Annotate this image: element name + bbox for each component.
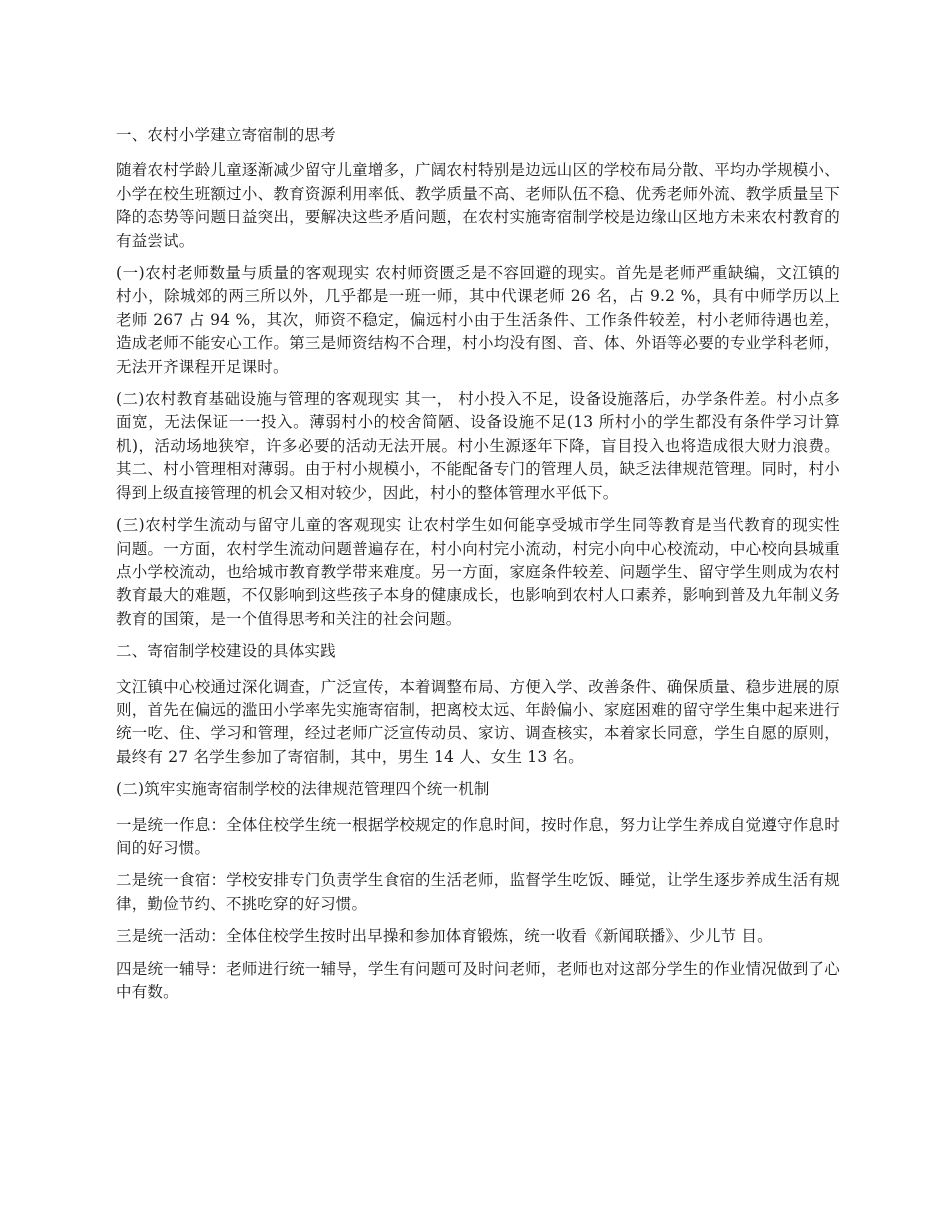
subsection-heading: (二)筑牢实施寄宿制学校的法律规范管理四个统一机制 xyxy=(116,780,490,799)
paragraph-2: (一)农村老师数量与质量的客观现实 农村师资匮乏是不容回避的现实。首先是老师严重缺编，文江镇的村小，除城郊的两三所以外，几乎都是一班一师，其中代课老师 26 名，占 9.2 %，具有中师学历以上老师 267 占 94 %，其次，师资不稳定，偏远村小由于生活条件、工作条件较差，村小老师待遇也差，造成老师不能安心工作。第三是师资结构不合理，村小均没有图、音、体、外语等必要的专业学科老师，无法开齐课程开足课时。 xyxy=(116,264,840,376)
paragraph-8: 三是统一活动：全体住校学生按时出早操和参加体育锻炼，统一收看《新闻联播》、少儿节 目。 xyxy=(116,927,773,946)
section-heading-2: 二、寄宿制学校建设的具体实践 xyxy=(116,642,336,661)
paragraph-4: (三)农村学生流动与留守儿童的客观现实 让农村学生如何能享受城市学生同等教育是当代教育的现实性问题。一方面，农村学生流动问题普遍存在，村小向村完小流动，村完小向中心校流动，中心校向县城重点小学校流动，也给城市教育教学带来难度。另一方面，家庭条件较差、问题学生、留守学生则成为农村教育最大的难题，不仅影响到这些孩子本身的健康成长，也影响到农村人口素养，影响到普及九年制义务教育的国策，是一个值得思考和关注的社会问题。 xyxy=(116,516,840,628)
paragraph-5: 文江镇中心校通过深化调查，广泛宣传，本着调整布局、方便入学、改善条件、确保质量、稳步进展的原则，首先在偏远的滥田小学率先实施寄宿制，把离校太远、年龄偏小、家庭困难的留守学生集中起来进行统一吃、住、学习和管理，经过老师广泛宣传动员、家访、调查核实，本着家长同意，学生自愿的原则，最终有 27 名学生参加了寄宿制，其中，男生 14 人、女生 13 名。 xyxy=(116,677,840,766)
document-body xyxy=(116,124,840,1013)
paragraph-7: 二是统一食宿：学校安排专门负责学生食宿的生活老师，监督学生吃饭、睡觉，让学生逐步养成生活有规律，勤俭节约、不挑吃穿的好习惯。 xyxy=(116,871,840,913)
paragraph-9: 四是统一辅导：老师进行统一辅导，学生有问题可及时问老师，老师也对这部分学生的作业情况做到了心中有数。 xyxy=(116,959,840,1001)
paragraph-3: (二)农村教育基础设施与管理的客观现实 其一， 村小投入不足，设备设施落后，办学条件差。村小点多面宽，无法保证一一投入。薄弱村小的校舍简陋、设备设施不足(13 所村小的学生都没有条件学习计算机)，活动场地狭窄，许多必要的活动无法开展。村小生源逐年下降，盲目投入也将造成很大财力浪费。其二、村小管理相对薄弱。由于村小规模小，不能配备专门的管理人员，缺乏法律规范管理。同时，村小得到上级直接管理的机会又相对较少，因此，村小的整体管理水平低下。 xyxy=(116,390,840,502)
paragraph-6: 一是统一作息：全体住校学生统一根据学校规定的作息时间，按时作息，努力让学生养成自觉遵守作息时间的好习惯。 xyxy=(116,815,840,857)
section-heading-1: 一、农村小学建立寄宿制的思考 xyxy=(116,126,336,144)
paragraph-1: 随着农村学龄儿童逐渐减少留守儿童增多，广阔农村特别是边远山区的学校布局分散、平均办学规模小、小学在校生班额过小、教育资源利用率低、教学质量不高、老师队伍不稳、优秀老师外流、教学质量呈下降的态势等问题日益突出，要解决这些矛盾问题，在农村实施寄宿制学校是边缘山区地方未来农村教育的有益尝试。 xyxy=(116,161,840,250)
